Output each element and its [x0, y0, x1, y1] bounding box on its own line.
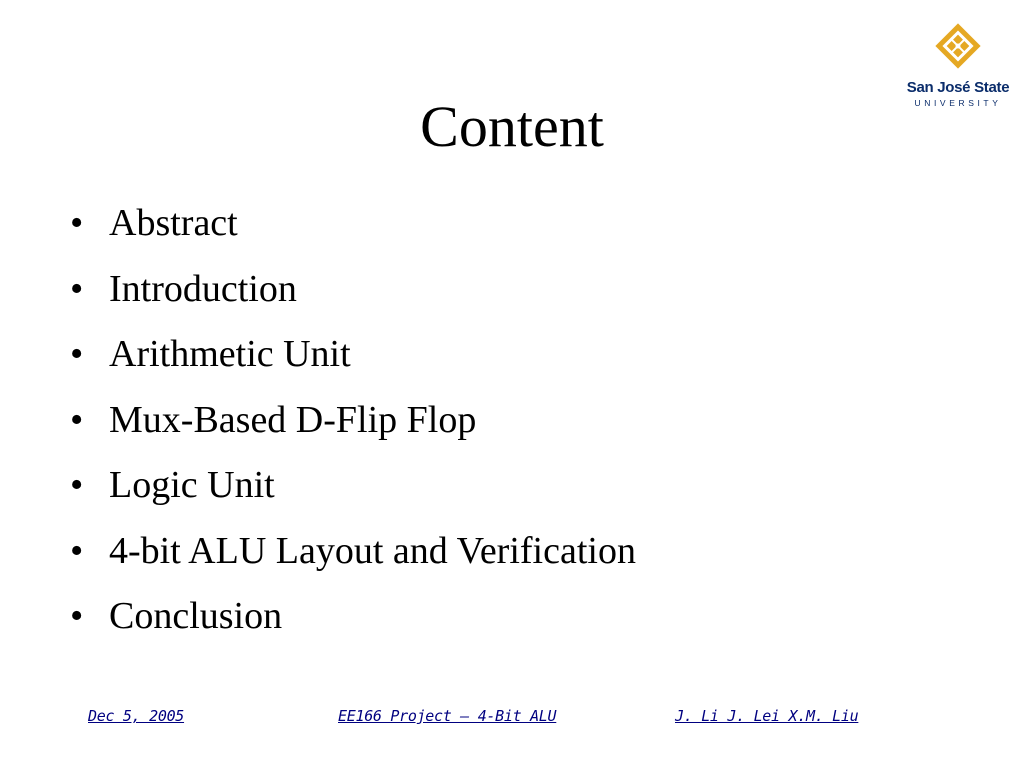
- sjsu-diamond-seal-icon: [934, 22, 982, 70]
- bullet-mark: •: [70, 333, 84, 375]
- bullet-text: 4-bit ALU Layout and Verification: [109, 529, 636, 572]
- bullet-text: Conclusion: [109, 595, 283, 637]
- bullet-text: Introduction: [109, 267, 297, 310]
- logo-subtitle: UNIVERSITY: [914, 98, 1002, 108]
- footer-date: Dec 5, 2005: [88, 707, 185, 725]
- bullet-mark: •: [70, 202, 84, 244]
- bullet-text: Logic Unit: [109, 464, 275, 506]
- bullet-mark: •: [70, 529, 84, 572]
- bullet-mark: •: [70, 464, 84, 506]
- footer-project: EE166 Project – 4-Bit ALU: [338, 707, 557, 725]
- slide-title: Content: [420, 94, 604, 159]
- bullet-text: Mux-Based D-Flip Flop: [109, 398, 477, 441]
- logo-name: San José State: [906, 79, 1010, 96]
- bullet-text: Abstract: [109, 202, 238, 244]
- bullet-mark: •: [70, 267, 84, 310]
- bullet-mark: •: [70, 398, 84, 441]
- bullet-text: Arithmetic Unit: [109, 333, 351, 375]
- footer-authors: J. Li J. Lei X.M. Liu: [675, 707, 859, 725]
- bullet-mark: •: [70, 595, 84, 637]
